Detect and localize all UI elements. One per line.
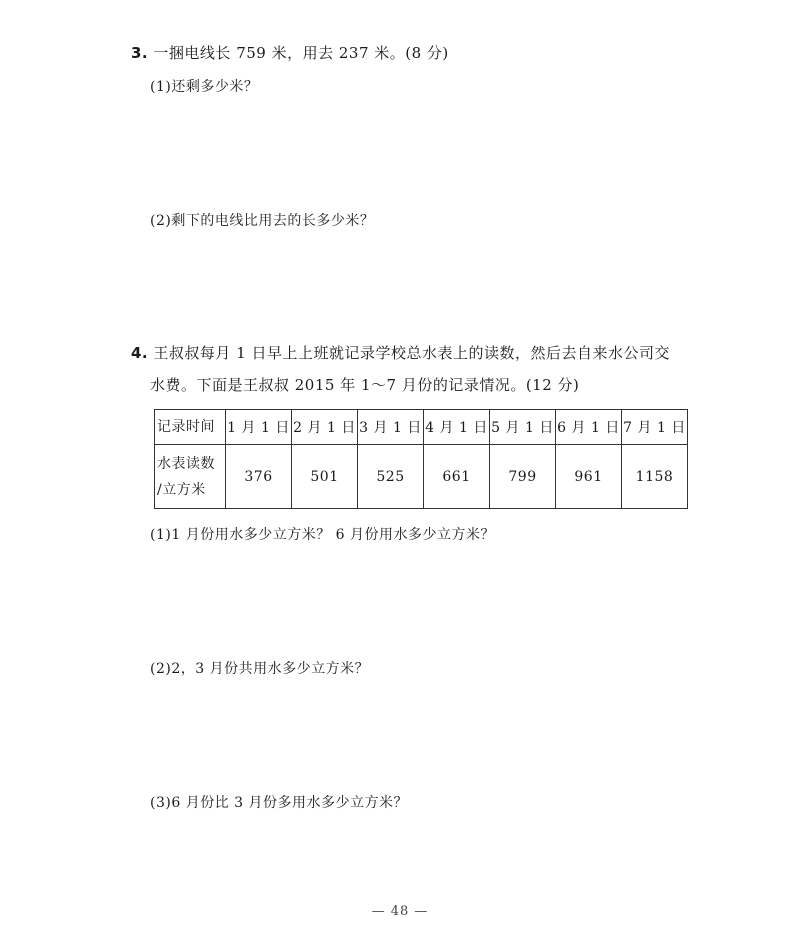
question-3-sub-1: (1)还剩多少米？ [150,79,259,95]
reading-cell: 661 [424,445,490,509]
question-3-text: 一捆电线长 759 米，用去 237 米。(8 分) [153,44,449,62]
question-4-text-1: 王叔叔每月 1 日早上上班就记录学校总水表上的读数，然后去自来水公司交 [153,344,671,362]
value-label-line-1: 水表读数 [157,455,215,472]
reading-cell: 799 [490,445,556,509]
value-label-cell [155,445,226,509]
water-meter-table [154,409,688,509]
date-cell: 1 月 1 日 [226,410,292,445]
question-4-sub-3: (3)6 月份比 3 月份多用水多少立方米？ [150,795,408,811]
header-label-cell: 记录时间 [155,410,226,445]
date-cell: 4 月 1 日 [424,410,490,445]
value-label-line-2: /立方米 [157,481,206,498]
question-3-sub-2: (2)剩下的电线比用去的长多少米？ [150,213,375,229]
date-cell: 5 月 1 日 [490,410,556,445]
page-number: — 48 — [371,904,429,919]
question-4-stem-line-2: 水费。下面是王叔叔 2015 年 1～7 月份的记录情况。(12 分) [150,376,580,394]
date-cell: 7 月 1 日 [622,410,688,445]
table-header-row [155,410,688,445]
reading-cell: 525 [358,445,424,509]
reading-cell: 376 [226,445,292,509]
question-3-stem [131,43,449,63]
reading-cell: 1158 [622,445,688,509]
question-4-sub-2: (2)2，3 月份共用水多少立方米？ [150,661,370,677]
table-value-row [155,445,688,509]
date-cell: 6 月 1 日 [556,410,622,445]
date-cell: 3 月 1 日 [358,410,424,445]
question-4-sub-1: (1)1 月份用水多少立方米？ 6 月份用水多少立方米？ [150,527,495,543]
question-4-number: 4. [131,344,149,362]
question-3-number: 3. [131,44,149,62]
reading-cell: 961 [556,445,622,509]
question-4-stem-line-1 [131,343,670,363]
reading-cell: 501 [292,445,358,509]
date-cell: 2 月 1 日 [292,410,358,445]
